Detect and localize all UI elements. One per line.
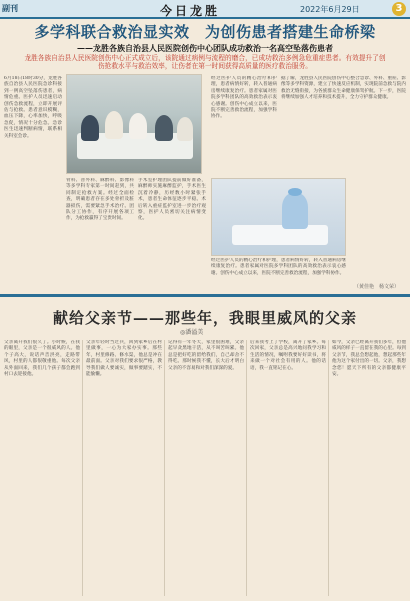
person-figure: [81, 115, 99, 141]
column-rule: [246, 340, 247, 596]
subheadline: ——龙胜各族自治县人民医院创伤中心团队成功救治一名高空坠落伤患者: [77, 43, 333, 53]
article-column-1: [4, 76, 62, 290]
article-column-2: [66, 178, 134, 290]
essay-text: 如今，父亲已经离开我们多年，但他威风的样子一直留在我的心里。每到父亲节，我总会想起他，想起那些年他为这个家付出的一切。父亲，我想念您！愿天下所有的父亲都健康平安。: [332, 340, 406, 378]
essay-text: 父亲年轻时当过兵，回到家乡后在村里做事，一心为大家办实事。那些年，村里修路、修水渠，他总是冲在最前面。父亲对我们要求很严格，教导我们做人要诚实，做事要踏实，不能偷懒。: [86, 340, 162, 378]
section-divider: [0, 294, 410, 297]
column-rule: [328, 340, 329, 596]
lead-paragraph: 龙胜各族自治县人民医院创伤中心正式成立后，该院通过病例与流程的磨合，已成功救治多例急危重症患者。有效提升了创伤抢救水平与救治效率，让伤者在第一时间获得高质量的医疗救治服务。: [24, 54, 386, 70]
author-signature: （黄佳艳 杨文荣）: [354, 284, 400, 290]
meeting-photo: [66, 74, 202, 174]
column-rule: [164, 340, 165, 596]
masthead: [0, 0, 410, 19]
article-text: 经过医护人员的精心治疗和护理，患者病情好转，转入普通病房继续康复治疗。患者家属对医院多学科团队的高效救治表示衷心感谢。创伤中心成立以来，医院不断完善救治流程，加强学科协作。: [211, 258, 346, 276]
essay-byline: ◎潘溢美: [180, 329, 204, 336]
article-text: 据了解，龙胜县人民医院创伤中心整合急诊、外科、重症、影像等多学科资源，建立了快速反应机制，实现院前急救与院内救治无缝衔接，为各族群众生命健康保驾护航。下一步，医院将继续加强人才培养和技术提升，全力守护群众健康。: [281, 76, 406, 101]
article-text: 手术室护理团队提前做好准备，麻醉师实施麻醉监护，手术医生沉着冷静，历经数小时紧张手术，患者生命体征逐步平稳。术后转入重症监护室进一步治疗观察，医护人员密切关注病情变化。: [138, 178, 206, 222]
essay-text: 记得有一年冬天，家里很困难，父亲起早贪黑地干活，从不叫苦叫累。他总是把好吃的留给我们，自己却舍不得吃。那时候我不懂，长大后才明白父亲的不容易和对我们深深的爱。: [168, 340, 244, 371]
article-text: 6月18日18时30分，龙胜各族自治县人民医院急诊科接到一例高空坠落伤患者，病情危重。医护人员迅速启动创伤急救流程，立即开展评估与抢救。患者意识模糊，血压下降，心率加快，呼吸急促，情况十分危急。急诊医生迅速判断病情，联系相关科室会诊。: [4, 76, 62, 139]
person-figure: [129, 113, 147, 139]
paper-name: 今日龙胜: [160, 4, 221, 18]
issue-date: 2022年6月29日: [300, 5, 360, 14]
article-text: 经过医护人员的精心治疗和护理，患者病情好转，转入普通病房继续康复治疗。患者家属对医院多学科团队的高效救治表示衷心感谢。创伤中心成立以来，医院不断完善救治流程，加强学科协作。: [211, 76, 277, 120]
essay-column-3: [168, 340, 244, 596]
essay-column-5: [332, 340, 406, 596]
person-figure: [105, 111, 123, 139]
column-rule: [82, 340, 83, 596]
article-text: 骨科、普外科、麻醉科、影像科等多学科专家第一时间赶到，共同制定抢救方案。经过全面检查，明确患者存在多处骨折及脏器损伤，需要紧急手术治疗。团队分工协作，有序开展各项工作，为抢救赢得了宝贵时间。: [66, 178, 134, 222]
section-tag: 副刊: [2, 4, 18, 13]
essay-column-2: [86, 340, 162, 596]
page-number-badge: 3: [392, 2, 406, 16]
essay-column-1: [4, 340, 80, 596]
essay-text: 后来我考上了学校，离开了家乡。每次回家，父亲总是高兴地问我学习和生活的情况，嘱咐我要好好读书，将来做一个对社会有用的人。他的话语，我一直铭记在心。: [250, 340, 326, 371]
article-column-5: [281, 76, 406, 281]
article-column-3: [138, 178, 206, 290]
article-column-6: [211, 258, 346, 290]
essay-title: 献给父亲节——那些年，我眼里威风的父亲: [52, 309, 357, 327]
essay-column-4: [250, 340, 326, 596]
headline: 多学科联合救治显实效 为创伤患者搭建生命桥梁: [34, 23, 376, 41]
essay-text: 父亲离开我们很久了。小时候，在我的眼里，父亲是一个很威风的人。他个子高大，说话声音洪亮，走路带风，村里的人都很敬重他。每次父亲从外面回来，我们几个孩子都会跑到村口去迎接他。: [4, 340, 80, 378]
article-column-4: [211, 76, 277, 174]
person-figure: [177, 117, 193, 141]
person-figure: [155, 115, 173, 141]
